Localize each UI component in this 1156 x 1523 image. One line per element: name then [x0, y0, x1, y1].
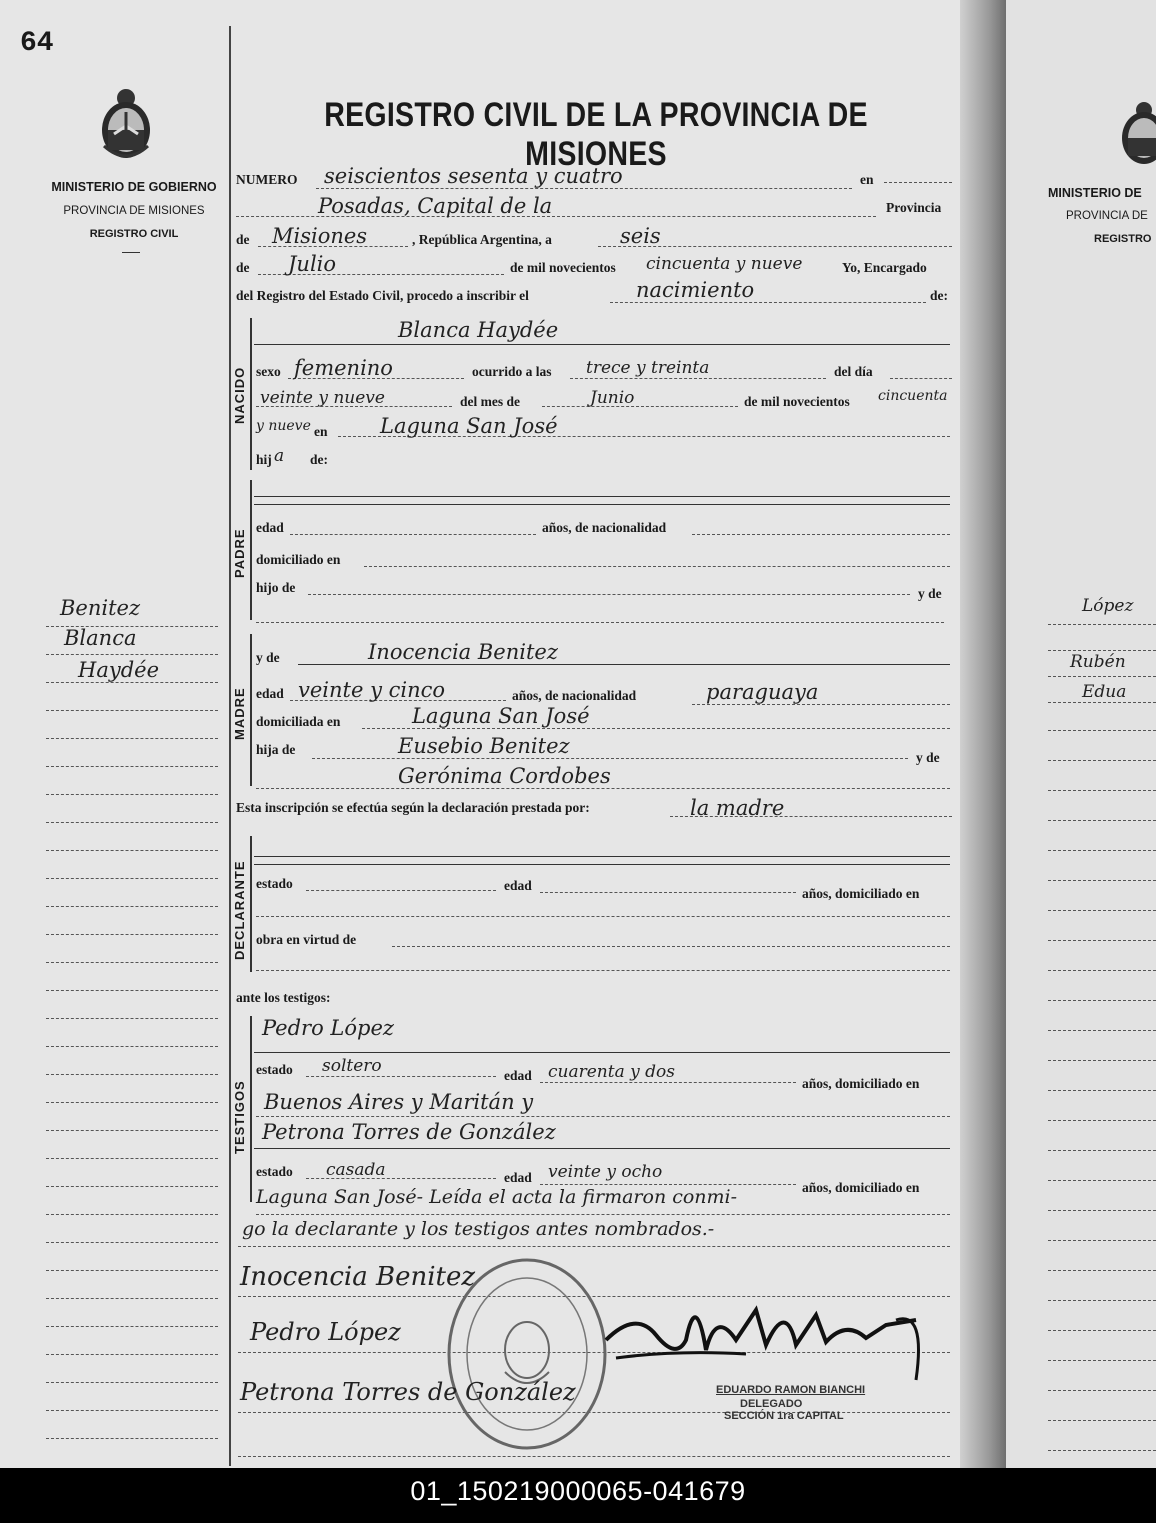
fill-line	[254, 504, 950, 505]
margin-line	[46, 794, 218, 795]
fill-line	[256, 788, 950, 789]
margin-line	[1048, 624, 1156, 625]
margin-line	[1048, 910, 1156, 911]
fill-line	[308, 594, 910, 595]
margin-line	[1048, 1000, 1156, 1001]
fill-line	[570, 378, 826, 379]
hija-value: a	[274, 446, 285, 466]
hora-value: trece y treinta	[586, 358, 710, 378]
fill-line	[306, 890, 496, 891]
margin-line	[1048, 1240, 1156, 1241]
book-fold	[960, 0, 1008, 1468]
margin-line	[46, 682, 218, 683]
fill-line	[540, 892, 796, 893]
t2-edad-label: edad	[504, 1170, 532, 1185]
declarante-obra-label: obra en virtud de	[256, 932, 357, 947]
t2-edad-value: veinte y ocho	[548, 1162, 663, 1182]
declarante-edad-label: edad	[504, 878, 532, 893]
padre-bracket	[250, 480, 252, 620]
margin-line	[46, 1410, 218, 1411]
margin-line	[46, 962, 218, 963]
t1-edad-label: edad	[504, 1068, 532, 1083]
fill-line	[540, 1082, 796, 1083]
margin-note-name-2: Haydée	[78, 658, 159, 682]
stamp-line-2: DELEGADO	[740, 1398, 803, 1410]
margin-line	[1048, 1390, 1156, 1391]
margin-line	[46, 906, 218, 907]
year-value: cincuenta y nueve	[646, 254, 803, 274]
margin-line	[1048, 1300, 1156, 1301]
margin-line	[46, 878, 218, 879]
margin-line	[46, 1214, 218, 1215]
act-value: nacimiento	[636, 278, 755, 302]
fill-line	[890, 378, 952, 379]
declaracion-label: Esta inscripción se efectúa según la declaración prestada por:	[236, 800, 590, 815]
margin-line	[46, 1298, 218, 1299]
hija-de-label: de:	[310, 452, 328, 467]
margin-line	[46, 738, 218, 739]
stamp-line-1: EDUARDO RAMON BIANCHI	[716, 1384, 866, 1396]
madre-bracket	[250, 634, 252, 786]
fill-line	[254, 856, 950, 857]
declaracion-value: la madre	[690, 796, 785, 820]
sexo-label: sexo	[256, 364, 281, 379]
yo-label: Yo, Encargado	[842, 260, 927, 275]
declarante-section-label: DECLARANTE	[232, 860, 247, 960]
fill-line	[884, 182, 952, 183]
mes-value: Junio	[590, 388, 635, 408]
nacido-bracket	[250, 318, 252, 470]
margin-line	[46, 1158, 218, 1159]
margin-line	[1048, 1210, 1156, 1211]
fill-line	[256, 970, 950, 971]
margin-line	[46, 990, 218, 991]
anio-value-2: y nueve	[256, 418, 311, 434]
margin-line	[1048, 820, 1156, 821]
margin-line	[46, 710, 218, 711]
padre-domiciliado-label: domiciliado en	[256, 552, 341, 567]
nacido-section-label: NACIDO	[232, 366, 247, 424]
margin-line	[1048, 676, 1156, 677]
t2-dom-value: Laguna San José- Leída el acta la firmaron conmi-	[256, 1186, 738, 1208]
testigos-intro-label: ante los testigos:	[236, 990, 331, 1005]
madre-edad-label: edad	[256, 686, 284, 701]
margin-line	[46, 822, 218, 823]
margin-line	[46, 1242, 218, 1243]
margin-line	[46, 654, 218, 655]
fill-line	[238, 1246, 950, 1247]
margin-note-name-1: Blanca	[64, 626, 137, 650]
madre-name-value: Inocencia Benitez	[368, 640, 558, 664]
margin-line	[1048, 1330, 1156, 1331]
provincia-label: Provincia	[886, 200, 942, 215]
delmes-label: del mes de	[460, 394, 520, 409]
t1-estado-label: estado	[256, 1062, 293, 1077]
t1-edad-value: cuarenta y dos	[548, 1062, 675, 1082]
margin-line	[46, 1018, 218, 1019]
fill-line	[540, 1184, 796, 1185]
deldia-label: del día	[834, 364, 873, 379]
t2-estado-value: casada	[326, 1160, 386, 1180]
de-label: de	[236, 232, 250, 247]
t2-anios-label: años, domiciliado en	[802, 1180, 920, 1195]
next-registry-label: REGISTRO	[1094, 233, 1152, 245]
nacido-name-value: Blanca Haydée	[398, 318, 559, 342]
fill-line	[312, 758, 908, 759]
fill-line	[306, 1076, 496, 1077]
fill-line	[254, 1148, 950, 1149]
margin-line	[46, 1382, 218, 1383]
margin-line	[1048, 1360, 1156, 1361]
margin-line	[1048, 1420, 1156, 1421]
hija-label: hij	[256, 452, 272, 467]
province-value: Misiones	[272, 224, 368, 248]
year-label: de mil novecientos	[510, 260, 616, 275]
en-label: en	[860, 172, 874, 187]
margin-line	[1048, 1120, 1156, 1121]
margin-line	[46, 1130, 218, 1131]
next-margin-note-1: López	[1082, 596, 1134, 616]
registry-label: REGISTRO CIVIL	[89, 228, 179, 240]
fill-line	[692, 534, 950, 535]
margin-line	[1048, 1150, 1156, 1151]
fill-line	[254, 496, 950, 497]
fill-line	[610, 302, 926, 303]
document-title: REGISTRO CIVIL DE LA PROVINCIA DE MISIONES	[324, 96, 868, 173]
nacido-en-label: en	[314, 424, 328, 439]
city-value: Posadas, Capital de la	[318, 194, 553, 218]
de2-label: de	[236, 260, 250, 275]
header-dash	[122, 252, 140, 253]
madre-yde2-label: y de	[916, 750, 940, 765]
fill-line	[692, 704, 950, 705]
republica-label: , República Argentina, a	[412, 232, 552, 247]
fill-line	[316, 188, 852, 189]
padre-anios-label: años, de nacionalidad	[542, 520, 667, 535]
coat-of-arms-icon	[1118, 100, 1156, 166]
t2-name-value: Petrona Torres de González	[262, 1120, 556, 1144]
margin-line	[1048, 1270, 1156, 1271]
day-value: seis	[620, 224, 661, 248]
declarante-bracket	[250, 836, 252, 972]
month-value: Julio	[288, 252, 337, 276]
madre-nac-value: paraguaya	[706, 680, 819, 704]
stamp-line-3: SECCIÓN 1ra CAPITAL	[724, 1410, 844, 1422]
fill-line	[254, 1052, 950, 1053]
next-ministry-label: MINISTERIO DE	[1048, 186, 1142, 200]
padre-section-label: PADRE	[232, 528, 247, 578]
margin-line	[46, 1326, 218, 1327]
closing-value: go la declarante y los testigos antes nombrados.-	[242, 1218, 715, 1240]
margin-line	[46, 1074, 218, 1075]
fill-line	[364, 566, 950, 567]
margin-line	[1048, 650, 1156, 651]
margin-line	[46, 1046, 218, 1047]
margin-line	[1048, 1090, 1156, 1091]
fill-line	[362, 728, 950, 729]
next-province-label: PROVINCIA DE	[1066, 210, 1148, 222]
fill-line	[256, 1116, 950, 1117]
margin-line	[1048, 1030, 1156, 1031]
testigos-bracket	[250, 1016, 252, 1202]
margin-line	[1048, 940, 1156, 941]
signature-mother: Inocencia Benitez	[240, 1262, 476, 1292]
madre-hija-label: hija de	[256, 742, 296, 757]
madre-section-label: MADRE	[232, 687, 247, 740]
sexo-value: femenino	[294, 356, 393, 380]
dia-value: veinte y nueve	[260, 388, 385, 408]
ministry-label: MINISTERIO DE GOBIERNO	[51, 180, 217, 194]
madre-dom-value: Laguna San José	[412, 704, 590, 728]
signature-witness-1: Pedro López	[250, 1318, 401, 1346]
declarante-anios-label: años, domiciliado en	[802, 886, 920, 901]
registro-label: del Registro del Estado Civil, procedo a inscribir el	[236, 288, 529, 303]
padre-yde-label: y de	[918, 586, 942, 601]
margin-line	[1048, 1180, 1156, 1181]
madre-edad-value: veinte y cinco	[298, 678, 446, 702]
margin-line	[1048, 1450, 1156, 1451]
next-margin-note-3: Edua	[1082, 682, 1127, 702]
margin-line	[1048, 730, 1156, 731]
margin-note-surname: Benitez	[60, 596, 141, 620]
madre-domiciliada-label: domiciliada en	[256, 714, 341, 729]
de3-label: de:	[930, 288, 948, 303]
t2-estado-label: estado	[256, 1164, 293, 1179]
margin-line	[46, 1102, 218, 1103]
margin-line	[1048, 790, 1156, 791]
coat-of-arms-icon	[96, 86, 156, 162]
next-margin-note-2: Rubén	[1070, 652, 1126, 672]
fill-line	[238, 1456, 950, 1457]
fill-line	[392, 946, 950, 947]
margin-line	[46, 850, 218, 851]
page-number: 64	[20, 28, 54, 59]
t1-name-value: Pedro López	[262, 1016, 394, 1040]
margin-line	[46, 1270, 218, 1271]
fill-line	[290, 534, 536, 535]
margin-line	[1048, 702, 1156, 703]
fill-line	[256, 1214, 950, 1215]
madre-padre-value: Eusebio Benitez	[398, 734, 570, 758]
fill-line	[256, 622, 944, 623]
margin-rule	[229, 26, 231, 1466]
milnov-label: de mil novecientos	[744, 394, 850, 409]
t1-anios-label: años, domiciliado en	[802, 1076, 920, 1091]
t1-dom-value: Buenos Aires y Maritán y	[264, 1090, 534, 1114]
fill-line	[254, 864, 950, 865]
margin-line	[1048, 760, 1156, 761]
padre-edad-label: edad	[256, 520, 284, 535]
madre-anios-label: años, de nacionalidad	[512, 688, 637, 703]
fill-line	[256, 916, 950, 917]
anio-value-1: cincuenta	[878, 388, 948, 404]
madre-yde-label: y de	[256, 650, 280, 665]
margin-line	[46, 1438, 218, 1439]
madre-madre-value: Gerónima Cordobes	[398, 764, 611, 788]
padre-hijo-label: hijo de	[256, 580, 296, 595]
province-label: PROVINCIA DE MISIONES	[63, 205, 205, 217]
file-code: 01_150219000065-041679	[410, 1476, 746, 1506]
testigos-section-label: TESTIGOS	[232, 1080, 247, 1154]
margin-line	[1048, 850, 1156, 851]
margin-line	[1048, 880, 1156, 881]
margin-line	[46, 934, 218, 935]
declarante-estado-label: estado	[256, 876, 293, 891]
official-signature-icon	[596, 1280, 936, 1390]
margin-line	[46, 1354, 218, 1355]
margin-line	[46, 1186, 218, 1187]
t1-estado-value: soltero	[322, 1056, 382, 1076]
fill-line	[542, 406, 738, 407]
ocurrido-label: ocurrido a las	[472, 364, 552, 379]
margin-line	[46, 766, 218, 767]
fill-line	[254, 344, 950, 345]
margin-line	[1048, 1060, 1156, 1061]
fill-line	[298, 664, 950, 665]
numero-value: seiscientos sesenta y cuatro	[324, 164, 623, 188]
signature-witness-2: Petrona Torres de González	[240, 1378, 576, 1406]
numero-label: NUMERO	[236, 172, 298, 187]
lugar-value: Laguna San José	[380, 414, 558, 438]
margin-line	[1048, 970, 1156, 971]
